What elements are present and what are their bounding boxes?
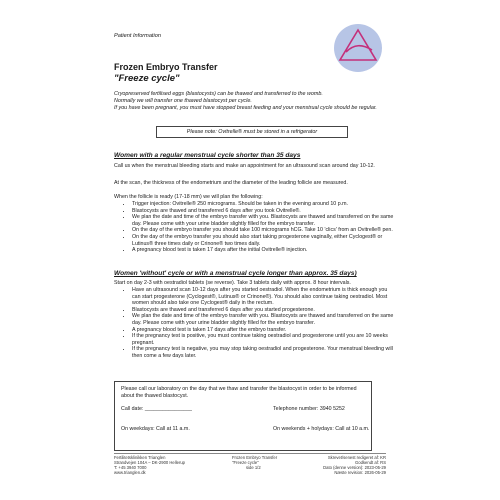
list-item: • On the day of the embryo transfer you should also start taking progesterone vaginally, either Cyclogest® or Lutinus® three times daily or Crinone® two times daily. [132,234,394,247]
list-item: • Blastocysts are thawed and transferred 6 days after you started progesterone. [132,307,394,314]
fertility-clinic-logo-icon [332,22,384,74]
patient-info-label: Patient Information [114,33,161,39]
footer-clinic-info [114,455,185,475]
footer-divider [114,453,386,454]
section1-paragraph: When the follicle is ready (17-18 mm) we will plan the following: [114,194,263,200]
section1-paragraph: At the scan, the thickness of the endometrium and the diameter of the leading follicle are measured. [114,180,348,186]
footer-line: Strandvejen 104A – DK-2900 Hellerup [114,460,186,466]
section-heading-irregular-cycle: Women 'without' cycle or with a menstrual cycle longer than approx. 35 days) [114,270,357,277]
section1-bullet-list [114,201,394,254]
section1-paragraph: Call us when the menstrual bleeding starts and make an appointment for an ultrasound scan around day 10-12. [114,163,375,169]
footer-line: www.trianglen.dk [114,470,146,476]
telephone-number: Telephone number: 3940 5252 [273,406,345,412]
footer-line: "Freeze cycle" [232,460,259,466]
intro-line: If you have been pregnant, you must have stopped breast feeding and your menstrual cycle should be regular. [114,104,377,111]
list-item: • If the pregnancy test is positive, you must continue taking oestradiol and progesterone until you are 10 weeks pregnant. [132,333,394,346]
callbox-text: Please call our laboratory on the day that we thaw and transfer the blastocyst in order to be informed about the thawed blastocyst. [121,386,357,399]
footer-document-info [232,455,277,470]
section2-paragraph: Start on day 2-3 with oestradiol tablets (se reverse). Take 3 tablets daily with approx. 8 hour intervals. [114,280,351,286]
footer-line: Frozen Embryo Transfer [232,455,278,460]
footer-line: Fertilitetsklinikken Trianglen [114,455,166,460]
footer-revision-info [306,455,386,475]
document-title: Frozen Embryo Transfer [114,62,218,72]
list-item: • A pregnancy blood test is taken 17 days after the initial Ovitrelle® injection. [132,247,394,254]
intro-line: Normally we will transfer one thawed blastocyst per cycle. [114,97,252,104]
section-heading-regular-cycle: Women with a regular menstrual cycle shorter than 35 days [114,152,301,159]
list-item: • We plan the date and time of the embryo transfer with you. Blastocysts are thawed and transferred on the same day. Please come with your urine bladder slightly filled for the embryo transfer. [132,214,394,227]
call-date-field: Call date: ________________ [121,406,192,412]
list-item: • A pregnancy blood test is taken 17 days after the embryo transfer. [132,327,394,334]
intro-line: Cryopreserved fertilised eggs (blastocysts) can be thawed and transferred to the womb. [114,91,323,97]
intro-text [114,91,394,111]
list-item: • On the day of the embryo transfer you should take 100 micrograms hCG. Take 10 'clics' from an Ovitrelle® pen. [132,227,394,234]
lab-call-box [114,381,372,451]
weekend-call-time: On weekends + holydays: Call at 10 a.m. [273,426,370,432]
footer-line: Dato (denne version): 2023-05-29 [323,465,386,471]
footer-line: Godkendt af: RS [355,460,386,466]
list-item: • If the pregnancy test is negative, you may stop taking oestradiol and progesterone. Your menstrual bleeding will then come a few days later. [132,346,394,359]
section2-bullet-list [114,287,394,360]
storage-note-box: Please note: Ovitrelle® must be stored in a refrigerator [156,126,348,138]
footer-line: Skrevet/senest redigeret af: KR [327,455,386,460]
list-item: • We plan the date and time of the embryo transfer with you. Blastocysts are thawed and transferred on the same day. Please come with your urine bladder slightly filled for the embryo transfer. [132,313,394,326]
footer-line: Næste revision: 2026-05-29 [334,470,386,476]
list-item: • Blastocysts are thawed and transferred 6 days after you took Ovitrelle®. [132,208,394,215]
footer-line: side 1/2 [246,465,261,471]
list-item: • Trigger injection: Ovitrelle® 250 micrograms. Should be taken in the evening around 10 p.m. [132,201,394,208]
document-subtitle: "Freeze cycle" [114,73,180,84]
list-item: • Have an ultrasound scan 10-12 days after you started oestradiol. When the endometrium is thick enough you can start progesterone (Cyclogest®, Lutinus® or Crinone®). You should also continue taking oestradiol. Most women should also take one Cyclogest® daily in the rectum. [132,287,394,307]
weekday-call-time: On weekdays: Call at 11 a.m. [121,426,190,432]
footer-line: T: +45 3940 7000 [114,465,147,471]
